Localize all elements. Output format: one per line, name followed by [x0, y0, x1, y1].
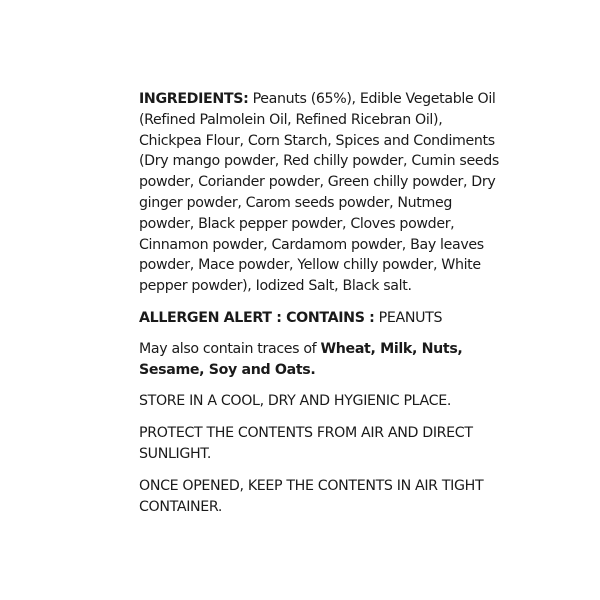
allergen-alert: [139, 308, 499, 329]
traces-items: Wheat, Milk, Nuts, Sesame, Soy and Oats.: [139, 340, 463, 378]
protect-instruction: PROTECT THE CONTENTS FROM AIR AND DIRECT SUNLIGHT.: [139, 425, 473, 462]
allergen-value: PEANUTS: [378, 309, 443, 326]
ingredients-text: Peanuts (65%), Edible Vegetable Oil (Refined Palmolein Oil, Refined Ricebran Oil), Chickpea Flour, Corn Starch, Spices and Condiments (Dry mango powder, Red chilly powder, Cumin seeds powder, Coriander powder, Green chilly powder, Dry ginger powder, Carom seeds powder, Nutmeg powder, Black pepper powder, Cloves powder, Cinnamon powder, Cardamom powder, Bay leaves powder, Mace powder, Yellow chilly powder, White pepper powder), Iodized Salt, Black salt.: [139, 91, 499, 295]
opened-instruction: ONCE OPENED, KEEP THE CONTENTS IN AIR TIGHT CONTAINER.: [139, 477, 484, 515]
ingredient-label: [139, 89, 499, 528]
storage-instruction: STORE IN A COOL, DRY AND HYGIENIC PLACE.: [139, 393, 451, 410]
ingredients-heading: INGREDIENTS:: [139, 91, 249, 107]
ingredients-paragraph: [139, 89, 499, 297]
traces-prefix: May also contain traces of: [139, 340, 317, 357]
allergen-heading: ALLERGEN ALERT : CONTAINS :: [139, 309, 375, 326]
traces-statement: [139, 339, 499, 381]
